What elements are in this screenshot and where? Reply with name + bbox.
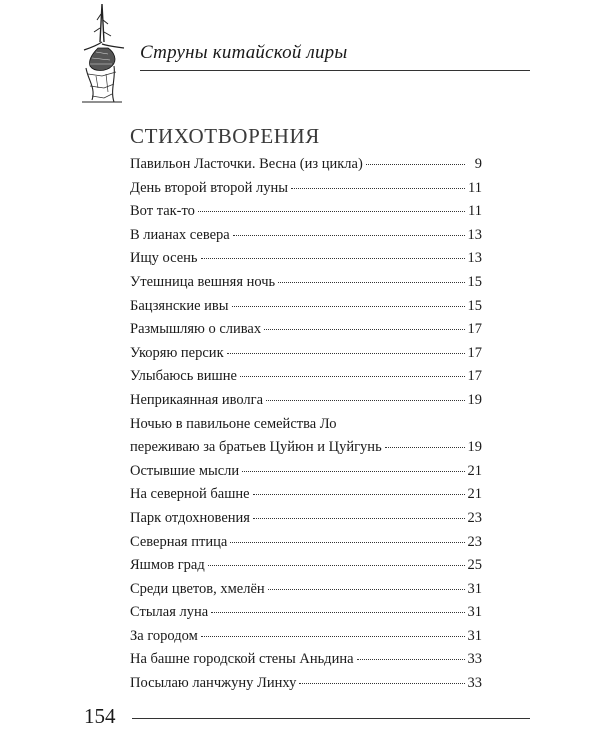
toc-entry-title: Неприкаянная иволга <box>130 391 264 408</box>
pine-tree-ornament-icon <box>78 2 130 104</box>
dot-leader <box>253 494 465 495</box>
toc-entry[interactable] <box>130 413 482 460</box>
footer-divider <box>132 718 530 719</box>
toc-entry-page: 31 <box>467 604 482 621</box>
dot-leader <box>385 447 465 448</box>
toc-entry[interactable] <box>130 578 482 602</box>
dot-leader <box>278 282 464 283</box>
toc-entry-title: Посылаю ланчжуну Линху <box>130 675 297 692</box>
toc-entry-title: Улыбаюсь вишне <box>130 368 237 385</box>
section-title: СТИХОТВОРЕНИЯ <box>130 124 320 148</box>
page-number: 154 <box>84 704 116 728</box>
toc-entry-title: Стылая луна <box>130 604 209 621</box>
table-of-contents <box>130 153 482 696</box>
toc-entry[interactable] <box>130 460 482 484</box>
toc-entry-page: 23 <box>467 533 482 550</box>
toc-entry-title-line1: Ночью в павильоне семейства Ло <box>130 415 337 432</box>
toc-entry-title: Среди цветов, хмелён <box>130 580 265 597</box>
toc-entry[interactable] <box>130 200 482 224</box>
toc-entry[interactable] <box>130 318 482 342</box>
toc-entry-page: 9 <box>474 156 482 172</box>
toc-entry-title: Ищу осень <box>130 250 198 267</box>
dot-leader <box>357 659 465 660</box>
toc-entry[interactable] <box>130 483 482 507</box>
toc-entry-title: Бацзянские ивы <box>130 297 229 314</box>
toc-entry[interactable] <box>130 601 482 625</box>
dot-leader <box>211 612 464 613</box>
dot-leader <box>230 542 464 543</box>
toc-entry-page: 19 <box>467 439 482 456</box>
dot-leader <box>299 683 464 684</box>
toc-entry[interactable] <box>130 531 482 555</box>
toc-entry[interactable] <box>130 554 482 578</box>
toc-entry-page: 17 <box>467 321 482 338</box>
toc-entry-title: На северной башне <box>130 486 250 503</box>
toc-entry[interactable] <box>130 507 482 531</box>
toc-entry-title: Размышляю о сливах <box>130 321 262 338</box>
dot-leader <box>242 471 464 472</box>
toc-entry[interactable] <box>130 224 482 248</box>
toc-entry-page: 25 <box>467 557 482 574</box>
toc-entry-title: Укоряю персик <box>130 344 224 361</box>
toc-entry-page: 17 <box>467 344 482 361</box>
toc-entry[interactable] <box>130 247 482 271</box>
running-header <box>0 0 600 110</box>
toc-entry[interactable] <box>130 271 482 295</box>
toc-entry-title: Павильон Ласточки. Весна (из цикла) <box>130 156 363 172</box>
toc-entry-page: 15 <box>467 297 482 314</box>
toc-entry-title: В лианах севера <box>130 226 230 243</box>
toc-entry-title: переживаю за братьев Цуйюн и Цуйгунь <box>130 439 382 456</box>
toc-entry-page: 15 <box>467 273 482 290</box>
dot-leader <box>198 211 465 212</box>
toc-entry[interactable] <box>130 672 482 696</box>
dot-leader <box>232 306 465 307</box>
toc-entry-page: 31 <box>467 627 482 644</box>
dot-leader <box>266 400 464 401</box>
toc-entry-page: 23 <box>467 509 482 526</box>
toc-entry-page: 13 <box>467 226 482 243</box>
dot-leader <box>208 565 465 566</box>
toc-entry-page: 17 <box>467 368 482 385</box>
dot-leader <box>268 589 465 590</box>
toc-entry[interactable] <box>130 625 482 649</box>
toc-entry-page: 11 <box>468 203 482 220</box>
toc-entry-title: На башне городской стены Аньдина <box>130 651 354 668</box>
toc-entry-page: 31 <box>467 580 482 597</box>
dot-leader <box>366 164 465 165</box>
toc-entry-title: За городом <box>130 627 198 644</box>
toc-entry-title: Остывшие мысли <box>130 462 240 479</box>
toc-entry-page: 33 <box>467 651 482 668</box>
toc-entry[interactable] <box>130 389 482 413</box>
toc-entry-page: 21 <box>467 486 482 503</box>
toc-entry-page: 13 <box>467 250 482 267</box>
toc-entry[interactable] <box>130 177 482 201</box>
toc-entry[interactable] <box>130 342 482 366</box>
toc-entry-page: 33 <box>467 675 482 692</box>
book-title: Струны китайской лиры <box>140 42 348 63</box>
dot-leader <box>227 353 465 354</box>
header-divider <box>140 70 530 71</box>
toc-entry-title: День второй второй луны <box>130 179 289 196</box>
toc-entry-page: 19 <box>467 391 482 408</box>
toc-entry[interactable] <box>130 153 482 177</box>
dot-leader <box>291 188 465 189</box>
toc-entry-page: 21 <box>467 462 482 479</box>
dot-leader <box>253 518 465 519</box>
toc-entry-title: Яшмов град <box>130 557 205 574</box>
toc-entry[interactable] <box>130 648 482 672</box>
toc-entry-page: 11 <box>468 179 482 196</box>
dot-leader <box>264 329 464 330</box>
dot-leader <box>240 376 465 377</box>
toc-entry-title: Парк отдохновения <box>130 509 250 526</box>
toc-entry-title: Вот так-то <box>130 203 195 220</box>
dot-leader <box>233 235 465 236</box>
dot-leader <box>201 258 465 259</box>
toc-entry-title: Северная птица <box>130 533 228 550</box>
toc-entry[interactable] <box>130 365 482 389</box>
toc-entry-title: Утешница вешняя ночь <box>130 273 276 290</box>
dot-leader <box>201 636 465 637</box>
running-footer <box>0 700 600 740</box>
toc-entry[interactable] <box>130 295 482 319</box>
